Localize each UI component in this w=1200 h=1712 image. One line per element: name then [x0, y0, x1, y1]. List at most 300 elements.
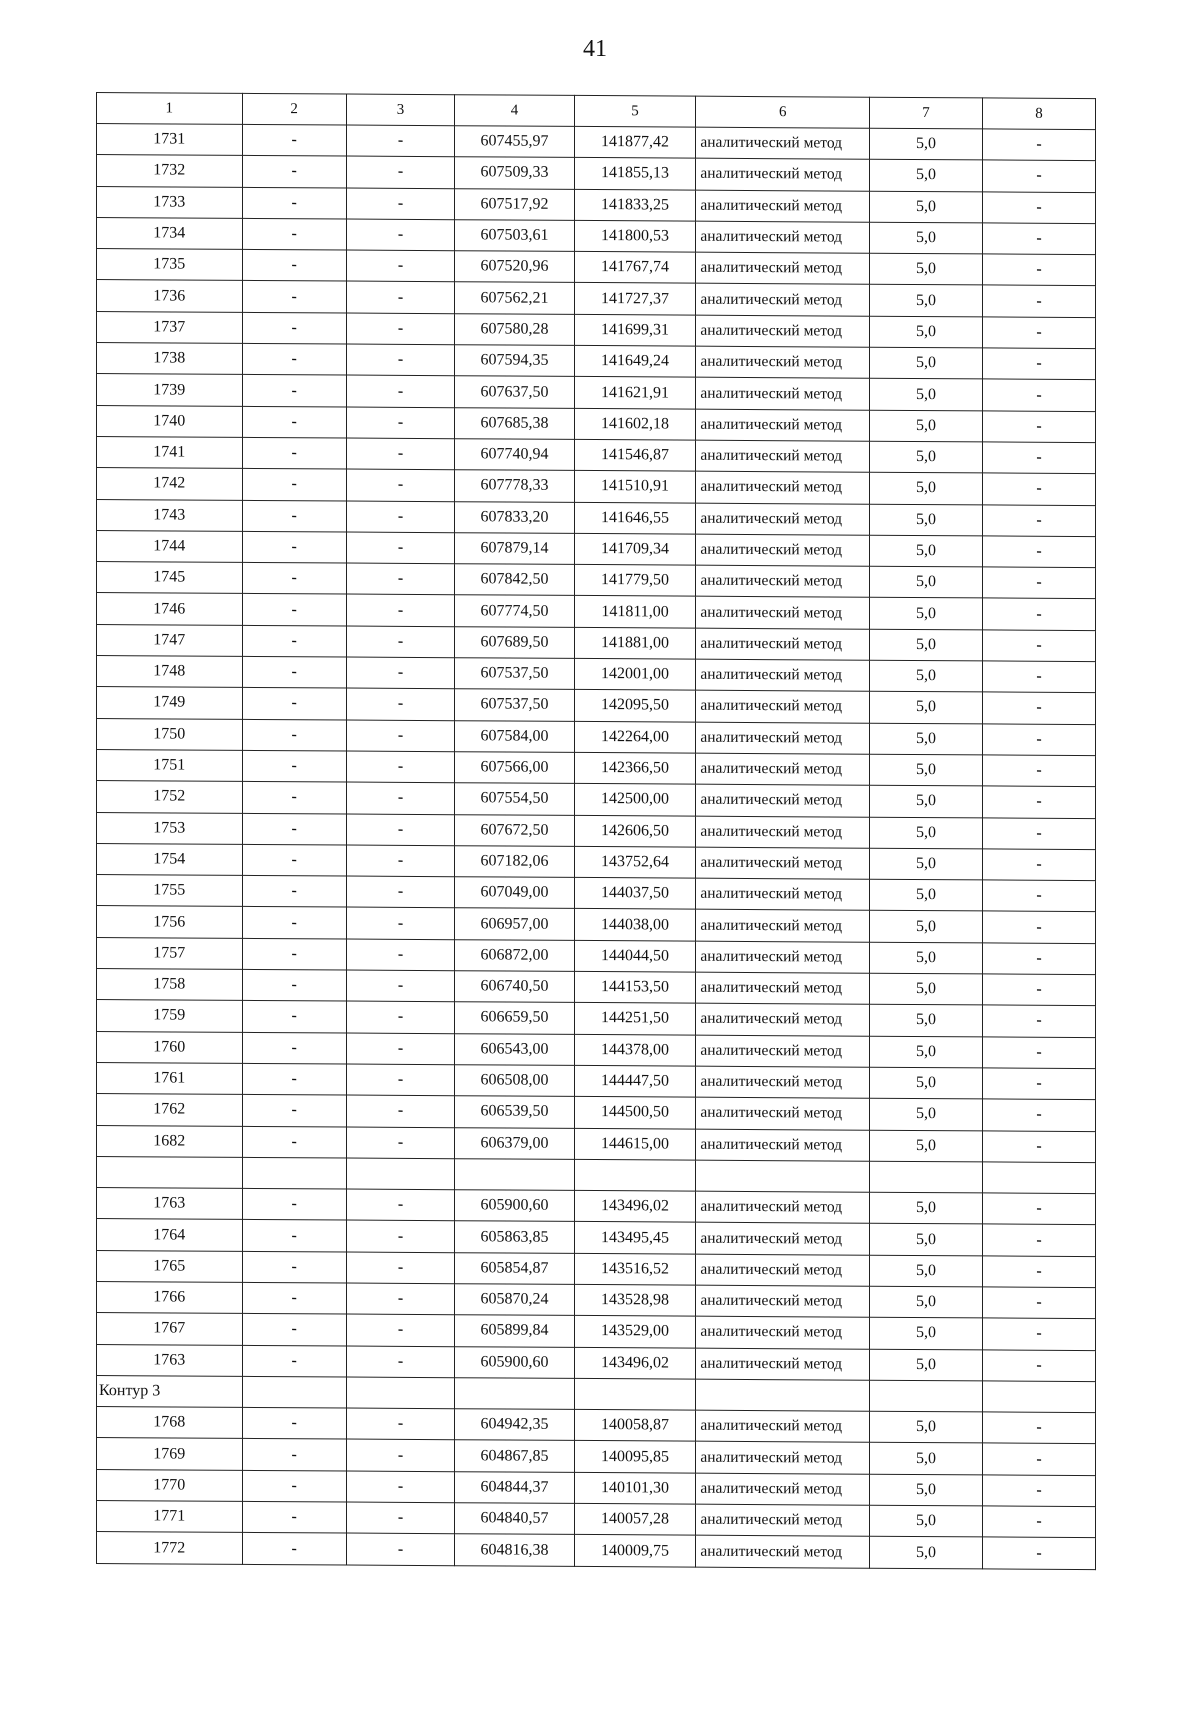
col8-cell: - [983, 254, 1096, 286]
col3-cell: - [346, 1095, 455, 1127]
x-coordinate-cell: 607517,92 [455, 188, 574, 220]
x-coordinate-cell: 607778,33 [455, 470, 574, 502]
accuracy-cell: 5,0 [870, 1224, 983, 1256]
page-number: 41 [583, 36, 607, 62]
point-number-cell: 1748 [97, 656, 243, 688]
point-number-cell: 1743 [97, 499, 243, 531]
point-number-cell: 1765 [97, 1250, 243, 1282]
col3-cell: - [346, 876, 455, 908]
accuracy-cell: 5,0 [870, 1474, 983, 1506]
col8-cell [983, 1162, 1096, 1194]
col2-cell: - [242, 688, 346, 720]
y-coordinate-cell [574, 1159, 696, 1191]
y-coordinate-cell: 141602,18 [574, 408, 696, 440]
col2-cell: - [242, 156, 346, 188]
accuracy-cell: 5,0 [870, 1443, 983, 1475]
method-cell: аналитический метод [696, 1223, 870, 1255]
col3-cell: - [346, 939, 455, 971]
y-coordinate-cell: 140009,75 [574, 1535, 696, 1567]
method-cell: аналитический метод [696, 1003, 870, 1035]
accuracy-cell: 5,0 [870, 347, 983, 379]
col2-cell: - [242, 719, 346, 751]
method-cell: аналитический метод [696, 1536, 870, 1568]
col2-cell: - [242, 1032, 346, 1064]
header-cell: 6 [696, 96, 870, 128]
col3-cell: - [346, 1283, 455, 1315]
x-coordinate-cell: 607879,14 [455, 533, 574, 565]
col2-cell: - [242, 782, 346, 814]
x-coordinate-cell: 606957,00 [455, 908, 574, 940]
y-coordinate-cell: 141855,13 [574, 158, 696, 190]
point-number-cell: 1750 [97, 718, 243, 750]
accuracy-cell: 5,0 [870, 1192, 983, 1224]
x-coordinate-cell: 607672,50 [455, 814, 574, 846]
method-cell: аналитический метод [696, 941, 870, 973]
col8-cell: - [983, 849, 1096, 881]
col2-cell: - [242, 1282, 346, 1314]
point-number-cell: 1758 [97, 969, 243, 1001]
x-coordinate-cell: 604840,57 [455, 1503, 574, 1535]
y-coordinate-cell: 144251,50 [574, 1003, 696, 1035]
method-cell: аналитический метод [696, 753, 870, 785]
col2-cell: - [242, 1533, 346, 1565]
col3-cell: - [346, 1127, 455, 1159]
col3-cell: - [346, 156, 455, 188]
x-coordinate-cell: 606543,00 [455, 1033, 574, 1065]
accuracy-cell [870, 1161, 983, 1193]
method-cell: аналитический метод [696, 1035, 870, 1067]
method-cell: аналитический метод [696, 878, 870, 910]
empty-cell [242, 1376, 346, 1408]
y-coordinate-cell: 141510,91 [574, 471, 696, 503]
y-coordinate-cell: 141811,00 [574, 596, 696, 628]
x-coordinate-cell: 607537,50 [455, 689, 574, 721]
col2-cell: - [242, 1063, 346, 1095]
col2-cell: - [242, 1001, 346, 1033]
x-coordinate-cell: 604844,37 [455, 1471, 574, 1503]
x-coordinate-cell: 604942,35 [455, 1409, 574, 1441]
col8-cell: - [983, 880, 1096, 912]
accuracy-cell: 5,0 [870, 191, 983, 223]
method-cell: аналитический метод [696, 1410, 870, 1442]
y-coordinate-cell: 144038,00 [574, 909, 696, 941]
point-number-cell: 1759 [97, 1000, 243, 1032]
y-coordinate-cell: 144500,50 [574, 1097, 696, 1129]
y-coordinate-cell: 142264,00 [574, 721, 696, 753]
y-coordinate-cell: 144447,50 [574, 1065, 696, 1097]
col2-cell: - [242, 124, 346, 156]
col8-cell: - [983, 1443, 1096, 1475]
col8-cell: - [983, 724, 1096, 756]
col3-cell: - [346, 501, 455, 533]
col3-cell: - [346, 563, 455, 595]
accuracy-cell: 5,0 [870, 535, 983, 567]
y-coordinate-cell: 141727,37 [574, 283, 696, 315]
col8-cell: - [983, 1537, 1096, 1569]
accuracy-cell: 5,0 [870, 723, 983, 755]
col2-cell: - [242, 531, 346, 563]
y-coordinate-cell: 141546,87 [574, 439, 696, 471]
col3-cell: - [346, 1408, 455, 1440]
col8-cell: - [983, 598, 1096, 630]
col2-cell: - [242, 1501, 346, 1533]
y-coordinate-cell: 141646,55 [574, 502, 696, 534]
y-coordinate-cell: 141877,42 [574, 126, 696, 158]
col8-cell: - [983, 1193, 1096, 1225]
y-coordinate-cell: 140101,30 [574, 1472, 696, 1504]
coordinates-table [96, 92, 1096, 1570]
y-coordinate-cell: 141833,25 [574, 189, 696, 221]
col8-cell: - [983, 442, 1096, 474]
col8-cell: - [983, 223, 1096, 255]
y-coordinate-cell: 141699,31 [574, 314, 696, 346]
point-number-cell: 1741 [97, 436, 243, 468]
contour-label-cell: Контур 3 [97, 1375, 243, 1407]
col2-cell: - [242, 187, 346, 219]
y-coordinate-cell: 141881,00 [574, 627, 696, 659]
col2-cell: - [242, 625, 346, 657]
point-number-cell: 1754 [97, 843, 243, 875]
col2-cell: - [242, 312, 346, 344]
x-coordinate-cell: 607740,94 [455, 439, 574, 471]
x-coordinate-cell: 607833,20 [455, 501, 574, 533]
header-cell: 8 [983, 98, 1096, 130]
col3-cell: - [346, 720, 455, 752]
y-coordinate-cell: 144378,00 [574, 1034, 696, 1066]
empty-cell [983, 1381, 1096, 1413]
x-coordinate-cell: 607455,97 [455, 126, 574, 158]
col8-cell: - [983, 1318, 1096, 1350]
point-number-cell: 1732 [97, 155, 243, 187]
method-cell: аналитический метод [696, 409, 870, 441]
x-coordinate-cell: 607520,96 [455, 251, 574, 283]
x-coordinate-cell: 605899,84 [455, 1315, 574, 1347]
method-cell: аналитический метод [696, 1473, 870, 1505]
x-coordinate-cell: 607689,50 [455, 626, 574, 658]
y-coordinate-cell: 143516,52 [574, 1253, 696, 1285]
point-number-cell: 1767 [97, 1313, 243, 1345]
col8-cell: - [983, 1412, 1096, 1444]
point-number-cell: 1747 [97, 624, 243, 656]
point-number-cell: 1763 [97, 1188, 243, 1220]
col8-cell: - [983, 411, 1096, 443]
col8-cell: - [983, 192, 1096, 224]
y-coordinate-cell: 142001,00 [574, 658, 696, 690]
method-cell: аналитический метод [696, 597, 870, 629]
x-coordinate-cell: 607842,50 [455, 564, 574, 596]
y-coordinate-cell: 143495,45 [574, 1222, 696, 1254]
accuracy-cell: 5,0 [870, 222, 983, 254]
col8-cell: - [983, 1037, 1096, 1069]
col8-cell: - [983, 1256, 1096, 1288]
x-coordinate-cell: 606872,00 [455, 939, 574, 971]
col2-cell: - [242, 1439, 346, 1471]
col2-cell: - [242, 1408, 346, 1440]
x-coordinate-cell: 607580,28 [455, 313, 574, 345]
method-cell: аналитический метод [696, 1316, 870, 1348]
x-coordinate-cell: 607774,50 [455, 595, 574, 627]
header-cell: 2 [242, 93, 346, 125]
point-number-cell: 1768 [97, 1407, 243, 1439]
method-cell: аналитический метод [696, 628, 870, 660]
accuracy-cell: 5,0 [870, 1286, 983, 1318]
col8-cell: - [983, 974, 1096, 1006]
col3-cell: - [346, 1533, 455, 1565]
col3-cell: - [346, 407, 455, 439]
y-coordinate-cell: 140058,87 [574, 1410, 696, 1442]
col3-cell: - [346, 438, 455, 470]
point-number-cell: 1738 [97, 343, 243, 375]
accuracy-cell: 5,0 [870, 879, 983, 911]
col2-cell: - [242, 1251, 346, 1283]
point-number-cell: 1739 [97, 374, 243, 406]
col2-cell: - [242, 1220, 346, 1252]
method-cell: аналитический метод [696, 722, 870, 754]
col3-cell: - [346, 282, 455, 314]
point-number-cell: 1734 [97, 217, 243, 249]
method-cell: аналитический метод [696, 440, 870, 472]
col8-cell: - [983, 1287, 1096, 1319]
accuracy-cell: 5,0 [870, 285, 983, 317]
method-cell: аналитический метод [696, 503, 870, 535]
col8-cell: - [983, 536, 1096, 568]
method-cell: аналитический метод [696, 1066, 870, 1098]
accuracy-cell: 5,0 [870, 128, 983, 160]
col3-cell: - [346, 1064, 455, 1096]
method-cell: аналитический метод [696, 565, 870, 597]
point-number-cell: 1735 [97, 249, 243, 281]
method-cell: аналитический метод [696, 816, 870, 848]
accuracy-cell: 5,0 [870, 1537, 983, 1569]
point-number-cell: 1769 [97, 1438, 243, 1470]
col2-cell: - [242, 437, 346, 469]
x-coordinate-cell: 605900,60 [455, 1346, 574, 1378]
accuracy-cell: 5,0 [870, 1318, 983, 1350]
accuracy-cell: 5,0 [870, 441, 983, 473]
point-number-cell: 1731 [97, 124, 243, 156]
header-cell: 7 [870, 97, 983, 129]
col2-cell: - [242, 1095, 346, 1127]
method-cell: аналитический метод [696, 1348, 870, 1380]
col3-cell: - [346, 594, 455, 626]
accuracy-cell: 5,0 [870, 253, 983, 285]
col8-cell: - [983, 1506, 1096, 1538]
y-coordinate-cell: 141767,74 [574, 252, 696, 284]
col2-cell: - [242, 1126, 346, 1158]
point-number-cell: 1746 [97, 593, 243, 625]
coordinates-table-wrapper [96, 92, 1096, 1564]
accuracy-cell: 5,0 [870, 1349, 983, 1381]
accuracy-cell: 5,0 [870, 160, 983, 192]
accuracy-cell: 5,0 [870, 817, 983, 849]
method-cell: аналитический метод [696, 346, 870, 378]
point-number-cell: 1771 [97, 1501, 243, 1533]
point-number-cell: 1760 [97, 1031, 243, 1063]
col3-cell: - [346, 125, 455, 157]
col8-cell: - [983, 567, 1096, 599]
col3-cell: - [346, 688, 455, 720]
col2-cell: - [242, 1314, 346, 1346]
x-coordinate-cell: 607182,06 [455, 846, 574, 878]
point-number-cell: 1736 [97, 280, 243, 312]
y-coordinate-cell: 142606,50 [574, 815, 696, 847]
col2-cell: - [242, 656, 346, 688]
x-coordinate-cell: 607562,21 [455, 282, 574, 314]
col8-cell: - [983, 473, 1096, 505]
accuracy-cell: 5,0 [870, 692, 983, 724]
accuracy-cell: 5,0 [870, 911, 983, 943]
x-coordinate-cell: 606740,50 [455, 971, 574, 1003]
y-coordinate-cell: 144037,50 [574, 878, 696, 910]
accuracy-cell: 5,0 [870, 316, 983, 348]
col2-cell: - [242, 343, 346, 375]
col2-cell: - [242, 375, 346, 407]
method-cell [696, 1160, 870, 1192]
point-number-cell: 1764 [97, 1219, 243, 1251]
col8-cell: - [983, 129, 1096, 161]
y-coordinate-cell: 141779,50 [574, 565, 696, 597]
point-number-cell: 1744 [97, 530, 243, 562]
col3-cell: - [346, 845, 455, 877]
col2-cell: - [242, 813, 346, 845]
accuracy-cell: 5,0 [870, 754, 983, 786]
method-cell: аналитический метод [696, 378, 870, 410]
method-cell: аналитический метод [696, 534, 870, 566]
col2-cell: - [242, 1345, 346, 1377]
col8-cell: - [983, 661, 1096, 693]
y-coordinate-cell: 143496,02 [574, 1347, 696, 1379]
x-coordinate-cell: 606659,50 [455, 1002, 574, 1034]
x-coordinate-cell: 607584,00 [455, 720, 574, 752]
point-number-cell: 1761 [97, 1062, 243, 1094]
col3-cell: - [346, 1346, 455, 1378]
method-cell: аналитический метод [696, 1097, 870, 1129]
y-coordinate-cell: 143496,02 [574, 1191, 696, 1223]
col8-cell: - [983, 911, 1096, 943]
method-cell: аналитический метод [696, 1191, 870, 1223]
col8-cell: - [983, 1130, 1096, 1162]
col2-cell: - [242, 218, 346, 250]
empty-cell [870, 1380, 983, 1412]
accuracy-cell: 5,0 [870, 1067, 983, 1099]
header-cell: 3 [346, 94, 455, 126]
col3-cell: - [346, 814, 455, 846]
x-coordinate-cell: 605854,87 [455, 1252, 574, 1284]
point-number-cell: 1745 [97, 562, 243, 594]
point-number-cell: 1763 [97, 1344, 243, 1376]
col2-cell: - [242, 938, 346, 970]
point-number-cell: 1753 [97, 812, 243, 844]
accuracy-cell: 5,0 [870, 598, 983, 630]
accuracy-cell: 5,0 [870, 942, 983, 974]
y-coordinate-cell: 142095,50 [574, 690, 696, 722]
col3-cell: - [346, 1220, 455, 1252]
empty-cell [574, 1378, 696, 1410]
col3-cell: - [346, 1252, 455, 1284]
method-cell: аналитический метод [696, 127, 870, 159]
col8-cell: - [983, 1475, 1096, 1507]
col2-cell [242, 1157, 346, 1189]
col2-cell: - [242, 281, 346, 313]
y-coordinate-cell: 141800,53 [574, 220, 696, 252]
point-number-cell: 1733 [97, 186, 243, 218]
table-row [97, 1532, 1096, 1569]
point-number-cell: 1756 [97, 906, 243, 938]
method-cell: аналитический метод [696, 691, 870, 723]
header-cell: 1 [97, 93, 243, 125]
y-coordinate-cell: 141649,24 [574, 345, 696, 377]
col8-cell: - [983, 1224, 1096, 1256]
header-cell: 4 [455, 95, 574, 127]
accuracy-cell: 5,0 [870, 1411, 983, 1443]
method-cell: аналитический метод [696, 847, 870, 879]
y-coordinate-cell: 143752,64 [574, 846, 696, 878]
accuracy-cell: 5,0 [870, 472, 983, 504]
col8-cell: - [983, 348, 1096, 380]
col3-cell: - [346, 1189, 455, 1221]
y-coordinate-cell: 140095,85 [574, 1441, 696, 1473]
point-number-cell: 1742 [97, 468, 243, 500]
method-cell: аналитический метод [696, 221, 870, 253]
point-number-cell: 1752 [97, 781, 243, 813]
point-number-cell: 1740 [97, 405, 243, 437]
col3-cell: - [346, 657, 455, 689]
col8-cell: - [983, 504, 1096, 536]
col3-cell [346, 1158, 455, 1190]
y-coordinate-cell: 140057,28 [574, 1503, 696, 1535]
method-cell: аналитический метод [696, 284, 870, 316]
col2-cell: - [242, 1470, 346, 1502]
accuracy-cell: 5,0 [870, 848, 983, 880]
col8-cell: - [983, 285, 1096, 317]
empty-cell [346, 1377, 455, 1409]
method-cell: аналитический метод [696, 1442, 870, 1474]
col3-cell: - [346, 970, 455, 1002]
col2-cell: - [242, 907, 346, 939]
col3-cell: - [346, 219, 455, 251]
x-coordinate-cell: 607554,50 [455, 783, 574, 815]
x-coordinate-cell: 607637,50 [455, 376, 574, 408]
accuracy-cell: 5,0 [870, 1098, 983, 1130]
y-coordinate-cell: 141709,34 [574, 533, 696, 565]
table-body [97, 93, 1096, 1570]
col2-cell: - [242, 876, 346, 908]
col2-cell: - [242, 250, 346, 282]
accuracy-cell: 5,0 [870, 660, 983, 692]
accuracy-cell: 5,0 [870, 566, 983, 598]
x-coordinate-cell: 606379,00 [455, 1127, 574, 1159]
accuracy-cell: 5,0 [870, 629, 983, 661]
col3-cell: - [346, 1471, 455, 1503]
col2-cell: - [242, 750, 346, 782]
col3-cell: - [346, 1033, 455, 1065]
col2-cell: - [242, 594, 346, 626]
method-cell: аналитический метод [696, 1129, 870, 1161]
col3-cell: - [346, 1314, 455, 1346]
col8-cell: - [983, 786, 1096, 818]
x-coordinate-cell: 607566,00 [455, 752, 574, 784]
col3-cell: - [346, 626, 455, 658]
col2-cell: - [242, 969, 346, 1001]
empty-cell [455, 1378, 574, 1410]
col3-cell: - [346, 782, 455, 814]
y-coordinate-cell: 142366,50 [574, 752, 696, 784]
accuracy-cell: 5,0 [870, 410, 983, 442]
col3-cell: - [346, 751, 455, 783]
method-cell: аналитический метод [696, 315, 870, 347]
col3-cell: - [346, 1439, 455, 1471]
method-cell: аналитический метод [696, 659, 870, 691]
